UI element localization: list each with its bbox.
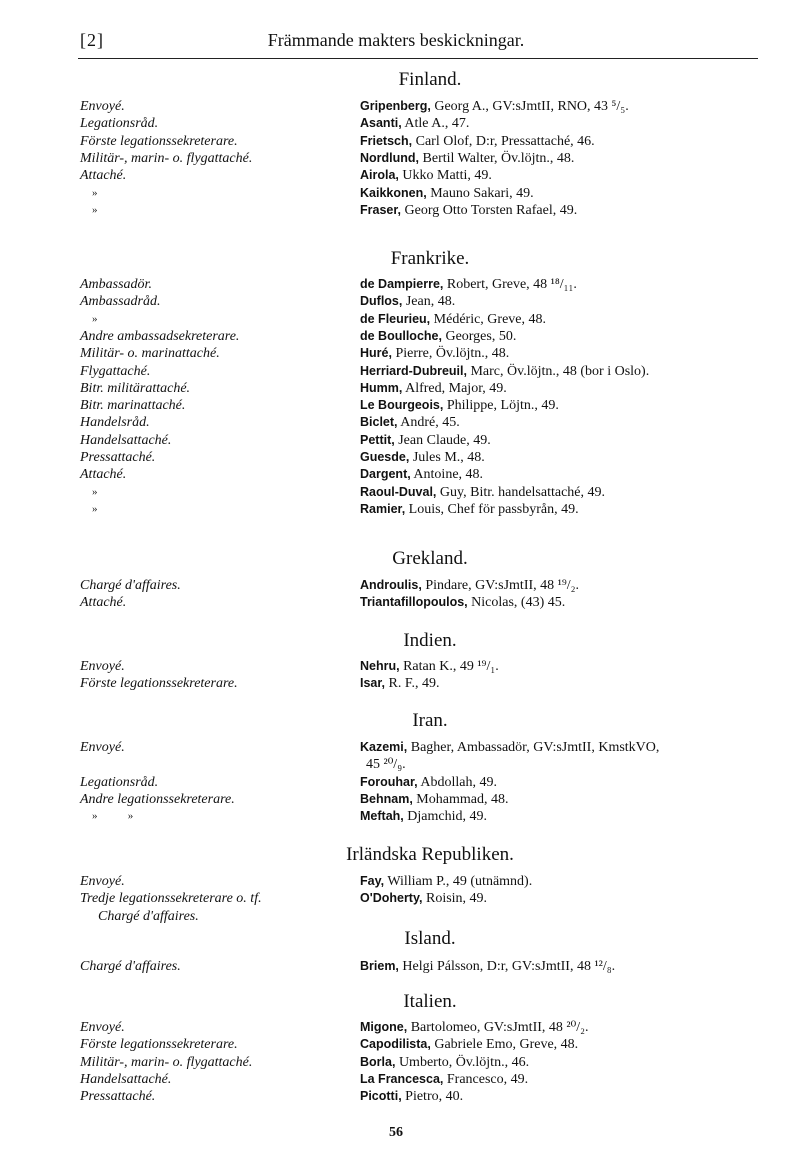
entry-line bbox=[360, 873, 532, 890]
entry-name: Forouhar, bbox=[360, 774, 418, 789]
role-label: Legationsråd. bbox=[80, 116, 159, 132]
entry-line bbox=[360, 150, 574, 167]
role-label: Envoyé. bbox=[80, 659, 125, 674]
entry-line bbox=[360, 466, 483, 483]
entry-line bbox=[360, 739, 659, 756]
entry-details: Marc, Öv.löjtn., 48 (bor i Oslo). bbox=[466, 363, 650, 379]
entry-name: Behnam, bbox=[360, 791, 413, 806]
entry-name: La Francesca, bbox=[360, 1071, 444, 1086]
entry-name: Isar, bbox=[360, 676, 386, 691]
role-label: » bbox=[92, 485, 98, 498]
entry-name: Herriard-Dubreuil, bbox=[360, 363, 467, 378]
entry-details: Guy, Bitr. handelsattaché, 49. bbox=[436, 484, 606, 500]
entry-line bbox=[360, 890, 487, 907]
entry-name: de Dampierre, bbox=[360, 277, 444, 291]
entry-details: Pindare, GV:sJmtII, 48 ¹⁹/₂. bbox=[421, 578, 579, 593]
role-label: Bitr. militärattaché. bbox=[80, 380, 191, 396]
entry-name: Fay, bbox=[360, 874, 385, 888]
entry-line bbox=[360, 484, 605, 501]
entry-details: William P., 49 (utnämnd). bbox=[384, 874, 533, 889]
role-label: Attaché. bbox=[80, 595, 127, 611]
entry-line bbox=[360, 185, 534, 202]
entry-line bbox=[360, 345, 509, 362]
header-title: Främmande makters beskickningar. bbox=[267, 30, 525, 50]
role-label: Chargé d'affaires. bbox=[80, 959, 181, 974]
entry-line bbox=[360, 414, 460, 431]
entry-details: Alfred, Major, 49. bbox=[402, 380, 507, 396]
entry-name: Kazemi, bbox=[360, 740, 408, 754]
footer-page-number: 56 bbox=[389, 1125, 403, 1140]
entry-details: Georg A., GV:sJmtII, RNO, 43 ⁵/₅. bbox=[430, 99, 629, 114]
role-label: Militär-, marin- o. flygattaché. bbox=[80, 150, 253, 166]
section-title: Iran. bbox=[412, 710, 448, 731]
section-title: Irländska Republiken. bbox=[346, 844, 514, 865]
entry-line bbox=[360, 1071, 528, 1088]
entry-details: Georges, 50. bbox=[441, 328, 517, 344]
role-label: Attaché. bbox=[80, 168, 127, 184]
entry-line bbox=[360, 397, 559, 414]
entry-name: Dargent, bbox=[360, 467, 411, 482]
entry-line bbox=[366, 756, 406, 773]
entry-details: Pierre, Öv.löjtn., 48. bbox=[391, 346, 510, 362]
entry-line bbox=[360, 115, 469, 132]
entry-name: Androulis, bbox=[360, 578, 422, 592]
entry-name: Briem, bbox=[360, 959, 399, 973]
role-label: Förste legationssekreterare. bbox=[80, 133, 238, 149]
entry-name: Triantafillopoulos, bbox=[360, 595, 468, 610]
entry-details: Djamchid, 49. bbox=[403, 809, 487, 825]
entry-details: Helgi Pálsson, D:r, GV:sJmtII, 48 ¹²/₈. bbox=[398, 959, 616, 974]
role-label: Handelsattaché. bbox=[80, 432, 172, 448]
role-label: » bbox=[92, 203, 98, 216]
role-label: » bbox=[92, 186, 98, 199]
entry-name: Airola, bbox=[360, 168, 399, 183]
role-label: Handelsråd. bbox=[80, 415, 150, 431]
role-label: Envoyé. bbox=[80, 1020, 125, 1035]
entry-line bbox=[360, 501, 579, 518]
entry-details: Bartolomeo, GV:sJmtII, 48 ²⁰/₂. bbox=[407, 1020, 589, 1035]
page-header bbox=[0, 30, 792, 54]
entry-line bbox=[360, 276, 577, 293]
entry-details: Carl Olof, D:r, Pressattaché, 46. bbox=[412, 133, 595, 149]
entry-line bbox=[360, 1088, 463, 1105]
entry-line bbox=[360, 1019, 588, 1036]
entry-details: André, 45. bbox=[397, 415, 460, 431]
entry-line bbox=[360, 958, 615, 975]
entry-details: Médéric, Greve, 48. bbox=[430, 311, 546, 327]
role-label: Chargé d'affaires. bbox=[80, 578, 181, 593]
section-title: Island. bbox=[404, 928, 456, 949]
entry-line bbox=[360, 449, 485, 466]
entry-details: R. F., 49. bbox=[385, 676, 440, 692]
role-label: Attaché. bbox=[80, 467, 127, 483]
section-title: Italien. bbox=[403, 991, 457, 1012]
entry-name: Humm, bbox=[360, 380, 403, 395]
role-label: Envoyé. bbox=[80, 99, 125, 114]
entry-line bbox=[360, 380, 507, 397]
entry-details: Jules M., 48. bbox=[409, 450, 485, 465]
entry-details: Robert, Greve, 48 ¹⁸/₁₁. bbox=[443, 277, 577, 292]
entry-details: Ukko Matti, 49. bbox=[398, 168, 492, 184]
entry-line bbox=[360, 311, 546, 328]
entry-details: Jean, 48. bbox=[402, 294, 456, 310]
entry-name: Le Bourgeois, bbox=[360, 398, 444, 413]
entry-name: Kaikkonen, bbox=[360, 185, 427, 200]
entry-name: Borla, bbox=[360, 1054, 396, 1069]
section-title: Grekland. bbox=[392, 548, 468, 569]
entry-details: Francesco, 49. bbox=[443, 1071, 529, 1087]
entry-details: Bertil Walter, Öv.löjtn., 48. bbox=[419, 150, 575, 166]
entry-details: Gabriele Emo, Greve, 48. bbox=[430, 1037, 579, 1053]
entry-line bbox=[360, 577, 579, 594]
entry-name: Meftah, bbox=[360, 809, 404, 824]
entry-details: Pietro, 40. bbox=[401, 1089, 464, 1105]
header-rule bbox=[78, 58, 758, 59]
role-label: Pressattaché. bbox=[80, 450, 156, 465]
role-label: Militär- o. marinattaché. bbox=[80, 346, 220, 362]
entry-line bbox=[360, 363, 649, 380]
entry-line bbox=[360, 675, 440, 692]
entry-name: Capodilista, bbox=[360, 1037, 431, 1052]
entry-details: Mauno Sakari, 49. bbox=[426, 185, 534, 201]
entry-line bbox=[360, 658, 499, 675]
entry-details: Georg Otto Torsten Rafael, 49. bbox=[401, 202, 578, 218]
entry-line bbox=[360, 167, 492, 184]
role-label: Bitr. marinattaché. bbox=[80, 398, 186, 414]
entry-details: Jean Claude, 49. bbox=[394, 432, 491, 448]
role-label: Ambassadråd. bbox=[80, 294, 161, 310]
role-label: Envoyé. bbox=[80, 874, 125, 889]
entry-name: Frietsch, bbox=[360, 133, 413, 148]
entry-details: Nicolas, (43) 45. bbox=[467, 595, 566, 611]
entry-name: Guesde, bbox=[360, 450, 410, 464]
role-label: Tredje legationssekreterare o. tf. bbox=[80, 891, 262, 907]
role-label: Legationsråd. bbox=[80, 774, 159, 790]
entry-details: Louis, Chef för passbyrån, 49. bbox=[405, 501, 579, 517]
entry-name: Huré, bbox=[360, 346, 392, 361]
entry-line bbox=[360, 774, 497, 791]
entry-line bbox=[360, 1036, 578, 1053]
entry-details: Roisin, 49. bbox=[422, 891, 488, 907]
entry-name: Biclet, bbox=[360, 415, 398, 430]
entry-details: Philippe, Löjtn., 49. bbox=[443, 398, 559, 414]
entry-line bbox=[360, 791, 508, 808]
section-title: Indien. bbox=[403, 630, 457, 651]
role-label: Handelsattaché. bbox=[80, 1071, 172, 1087]
section-title: Finland. bbox=[398, 69, 462, 90]
entry-details: Mohammad, 48. bbox=[412, 791, 509, 807]
entry-line bbox=[360, 133, 595, 150]
role-label: Förste legationssekreterare. bbox=[80, 676, 238, 692]
entry-name: Fraser, bbox=[360, 202, 402, 217]
role-label: » » bbox=[92, 810, 134, 823]
entry-name: Nordlund, bbox=[360, 150, 420, 165]
role-label: Militär-, marin- o. flygattaché. bbox=[80, 1054, 253, 1070]
entry-details: Antoine, 48. bbox=[410, 467, 484, 483]
role-label: Pressattaché. bbox=[80, 1089, 156, 1105]
role-label: Ambassadör. bbox=[80, 277, 152, 292]
role-label: Flygattaché. bbox=[80, 363, 151, 379]
entry-details: Atle A., 47. bbox=[401, 116, 470, 132]
entry-name: Ramier, bbox=[360, 501, 406, 516]
entry-name: Nehru, bbox=[360, 659, 400, 673]
role-label: Envoyé. bbox=[80, 740, 125, 755]
entry-name: O'Doherty, bbox=[360, 891, 423, 906]
entry-name: Picotti, bbox=[360, 1089, 402, 1104]
entry-name: Pettit, bbox=[360, 432, 395, 447]
role-label: » bbox=[92, 502, 98, 515]
entry-line bbox=[360, 202, 577, 219]
entry-line bbox=[360, 328, 516, 345]
entry-line bbox=[360, 594, 565, 611]
role-label: Förste legationssekreterare. bbox=[80, 1037, 238, 1053]
entry-name: Migone, bbox=[360, 1020, 408, 1034]
entry-details: Bagher, Ambassadör, GV:sJmtII, KmstkVO, bbox=[407, 740, 660, 755]
header-page-number: [2] bbox=[80, 30, 104, 50]
entry-line bbox=[360, 1054, 529, 1071]
entry-line bbox=[360, 432, 491, 449]
entry-line bbox=[360, 293, 455, 310]
entry-name: Duflos, bbox=[360, 294, 403, 309]
role-label: Andre legationssekreterare. bbox=[80, 791, 235, 807]
entry-details: Ratan K., 49 ¹⁹/₁. bbox=[399, 659, 499, 674]
entry-name: de Fleurieu, bbox=[360, 311, 431, 326]
entry-line bbox=[360, 98, 629, 115]
role-label: » bbox=[92, 312, 98, 325]
section-title: Frankrike. bbox=[390, 248, 470, 269]
entry-details: 45 ²⁰/₉. bbox=[366, 757, 406, 773]
entry-name: Gripenberg, bbox=[360, 99, 431, 113]
role-label: Andre ambassadsekreterare. bbox=[80, 328, 240, 344]
entry-name: Asanti, bbox=[360, 116, 402, 131]
entry-details: Abdollah, 49. bbox=[417, 774, 497, 790]
entry-details: Umberto, Öv.löjtn., 46. bbox=[395, 1054, 530, 1070]
role-label: Chargé d'affaires. bbox=[98, 908, 199, 924]
entry-name: Raoul-Duval, bbox=[360, 484, 437, 499]
entry-line bbox=[360, 808, 487, 825]
entry-name: de Boulloche, bbox=[360, 328, 442, 343]
